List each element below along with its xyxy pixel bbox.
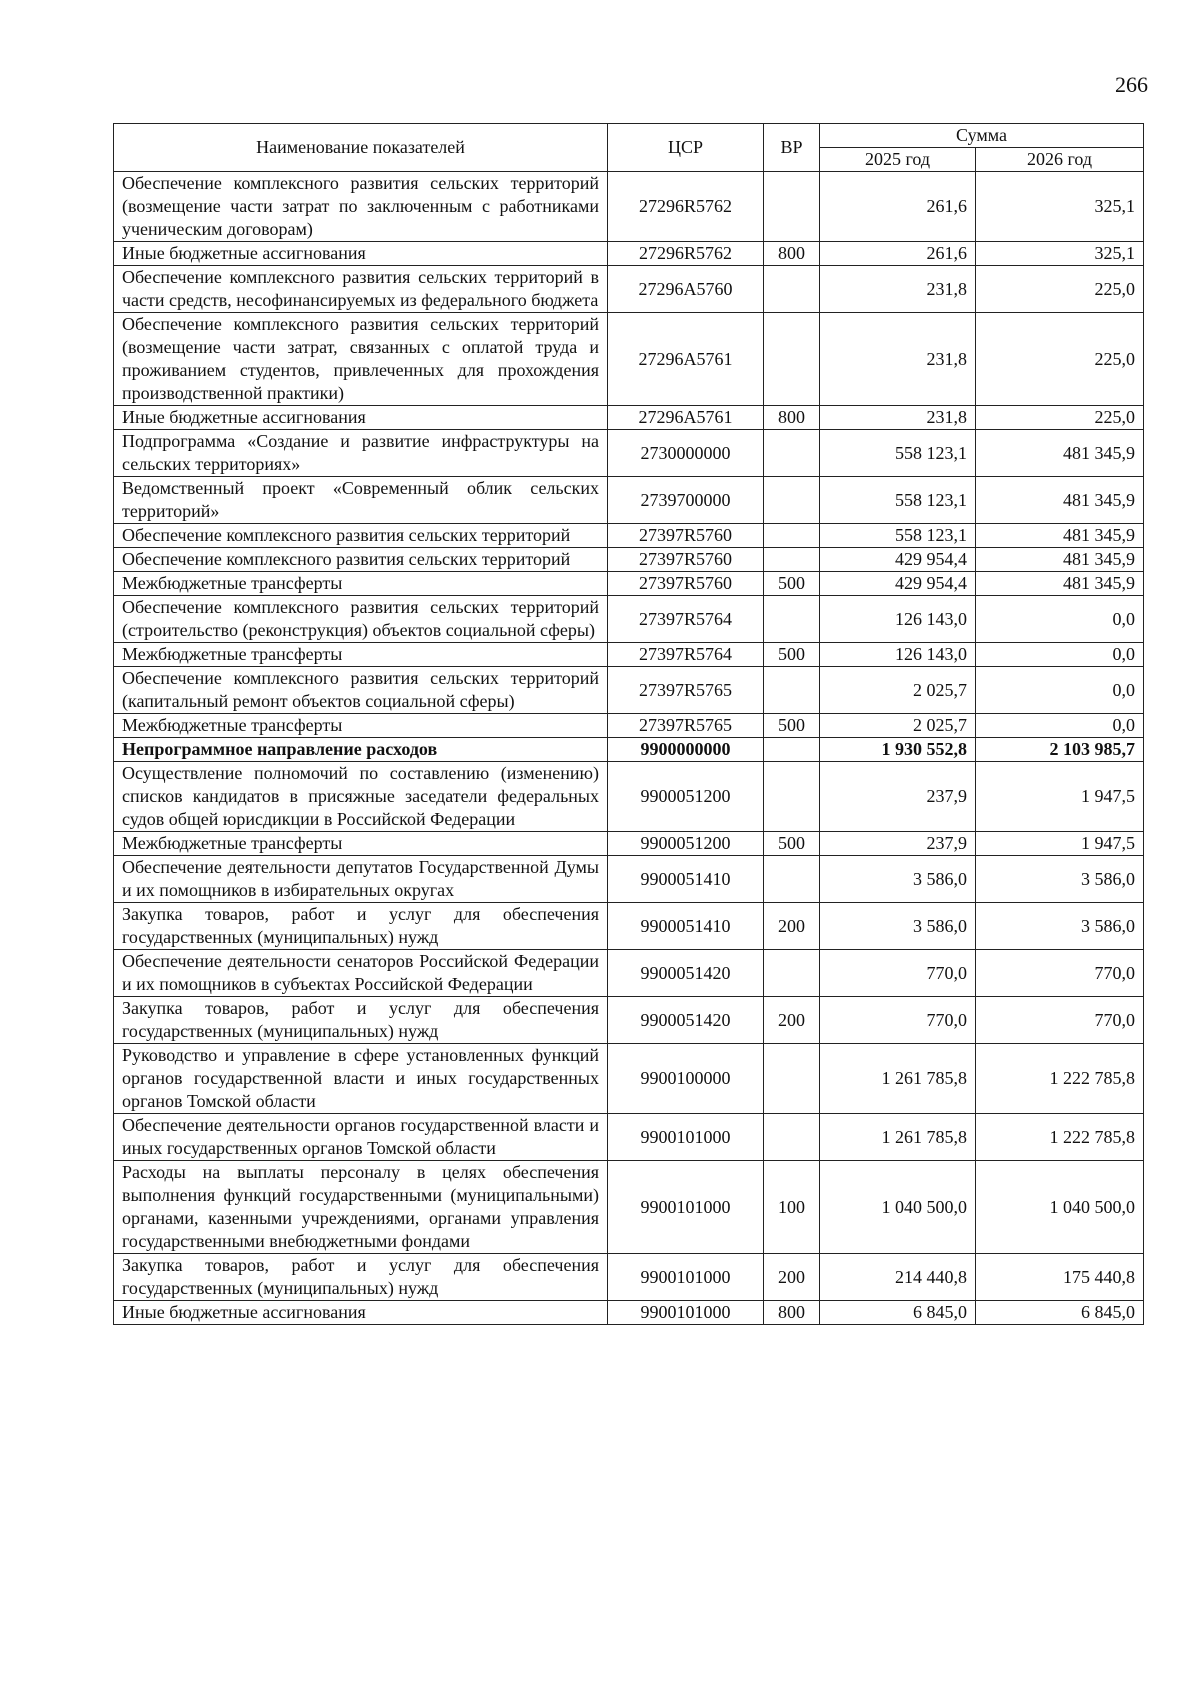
page-number: 266 bbox=[1115, 72, 1148, 97]
cell-y2025: 1 930 552,8 bbox=[820, 738, 976, 762]
table-row bbox=[114, 856, 1144, 903]
cell-vr: 800 bbox=[764, 242, 820, 266]
cell-y2026: 481 345,9 bbox=[976, 548, 1144, 572]
cell-vr bbox=[764, 548, 820, 572]
cell-y2025: 231,8 bbox=[820, 266, 976, 313]
cell-y2025: 2 025,7 bbox=[820, 667, 976, 714]
cell-csr: 27296R5762 bbox=[608, 242, 764, 266]
header-name: Наименование показателей bbox=[114, 124, 608, 172]
cell-vr bbox=[764, 856, 820, 903]
table-row bbox=[114, 477, 1144, 524]
cell-vr bbox=[764, 172, 820, 242]
cell-name: Непрограммное направление расходов bbox=[114, 738, 608, 762]
table-row bbox=[114, 406, 1144, 430]
cell-vr bbox=[764, 430, 820, 477]
cell-y2026: 3 586,0 bbox=[976, 856, 1144, 903]
cell-csr: 9900051200 bbox=[608, 762, 764, 832]
cell-vr: 500 bbox=[764, 643, 820, 667]
cell-y2025: 214 440,8 bbox=[820, 1254, 976, 1301]
table-row bbox=[114, 950, 1144, 997]
cell-name: Обеспечение деятельности органов государственной власти и иных государственных органов Томской области bbox=[114, 1114, 608, 1161]
cell-y2025: 126 143,0 bbox=[820, 643, 976, 667]
cell-name: Закупка товаров, работ и услуг для обеспечения государственных (муниципальных) нужд bbox=[114, 997, 608, 1044]
cell-y2026: 225,0 bbox=[976, 313, 1144, 406]
cell-csr: 9900051410 bbox=[608, 903, 764, 950]
cell-name: Обеспечение комплексного развития сельских территорий (строительство (реконструкция) объектов социальной сферы) bbox=[114, 596, 608, 643]
cell-csr: 27397R5765 bbox=[608, 667, 764, 714]
cell-y2025: 261,6 bbox=[820, 242, 976, 266]
table-row bbox=[114, 667, 1144, 714]
cell-y2025: 558 123,1 bbox=[820, 430, 976, 477]
header-year-2026: 2026 год bbox=[976, 148, 1144, 172]
cell-y2026: 1 947,5 bbox=[976, 832, 1144, 856]
table-row bbox=[114, 524, 1144, 548]
cell-y2025: 429 954,4 bbox=[820, 572, 976, 596]
cell-name: Иные бюджетные ассигнования bbox=[114, 242, 608, 266]
cell-csr: 9900051200 bbox=[608, 832, 764, 856]
cell-y2026: 481 345,9 bbox=[976, 430, 1144, 477]
cell-y2026: 481 345,9 bbox=[976, 524, 1144, 548]
cell-y2025: 1 040 500,0 bbox=[820, 1161, 976, 1254]
cell-y2026: 6 845,0 bbox=[976, 1301, 1144, 1325]
cell-name: Руководство и управление в сфере установленных функций органов государственной власти и иных государственных органов Томской области bbox=[114, 1044, 608, 1114]
cell-y2025: 558 123,1 bbox=[820, 477, 976, 524]
table-row bbox=[114, 1161, 1144, 1254]
cell-name: Закупка товаров, работ и услуг для обеспечения государственных (муниципальных) нужд bbox=[114, 1254, 608, 1301]
table-row bbox=[114, 430, 1144, 477]
cell-y2026: 225,0 bbox=[976, 266, 1144, 313]
cell-vr bbox=[764, 313, 820, 406]
cell-vr: 800 bbox=[764, 406, 820, 430]
cell-y2026: 0,0 bbox=[976, 643, 1144, 667]
cell-y2025: 237,9 bbox=[820, 762, 976, 832]
table-row bbox=[114, 903, 1144, 950]
cell-y2025: 261,6 bbox=[820, 172, 976, 242]
table-body bbox=[114, 172, 1144, 1325]
cell-y2026: 325,1 bbox=[976, 242, 1144, 266]
cell-name: Межбюджетные трансферты bbox=[114, 832, 608, 856]
cell-csr: 2730000000 bbox=[608, 430, 764, 477]
cell-csr: 27296А5760 bbox=[608, 266, 764, 313]
cell-vr: 500 bbox=[764, 832, 820, 856]
table-row bbox=[114, 714, 1144, 738]
table-row bbox=[114, 313, 1144, 406]
table-row bbox=[114, 997, 1144, 1044]
cell-vr bbox=[764, 477, 820, 524]
cell-vr bbox=[764, 950, 820, 997]
cell-name: Межбюджетные трансферты bbox=[114, 643, 608, 667]
cell-name: Расходы на выплаты персоналу в целях обеспечения выполнения функций государственными (муниципальными) органами, казенными учреждениями, органами управления государственными внебюджетными фондами bbox=[114, 1161, 608, 1254]
cell-y2025: 2 025,7 bbox=[820, 714, 976, 738]
cell-name: Обеспечение комплексного развития сельских территорий (возмещение части затрат по заключенным с работниками ученическим договорам) bbox=[114, 172, 608, 242]
cell-csr: 27397R5765 bbox=[608, 714, 764, 738]
table-row bbox=[114, 172, 1144, 242]
cell-vr bbox=[764, 1114, 820, 1161]
table-row bbox=[114, 548, 1144, 572]
cell-y2026: 225,0 bbox=[976, 406, 1144, 430]
cell-csr: 27397R5760 bbox=[608, 524, 764, 548]
cell-y2026: 770,0 bbox=[976, 997, 1144, 1044]
cell-name: Закупка товаров, работ и услуг для обеспечения государственных (муниципальных) нужд bbox=[114, 903, 608, 950]
cell-vr bbox=[764, 1044, 820, 1114]
cell-y2025: 1 261 785,8 bbox=[820, 1044, 976, 1114]
table-row bbox=[114, 1114, 1144, 1161]
cell-y2025: 3 586,0 bbox=[820, 903, 976, 950]
cell-csr: 27397R5764 bbox=[608, 643, 764, 667]
cell-csr: 9900101000 bbox=[608, 1301, 764, 1325]
cell-y2025: 770,0 bbox=[820, 950, 976, 997]
cell-csr: 9900051420 bbox=[608, 950, 764, 997]
budget-table bbox=[113, 123, 1144, 1325]
cell-vr: 500 bbox=[764, 572, 820, 596]
cell-y2026: 0,0 bbox=[976, 667, 1144, 714]
cell-y2025: 231,8 bbox=[820, 313, 976, 406]
cell-y2026: 481 345,9 bbox=[976, 477, 1144, 524]
table-row bbox=[114, 1301, 1144, 1325]
cell-csr: 9900051410 bbox=[608, 856, 764, 903]
cell-y2026: 481 345,9 bbox=[976, 572, 1144, 596]
header-year-2025: 2025 год bbox=[820, 148, 976, 172]
cell-y2026: 3 586,0 bbox=[976, 903, 1144, 950]
cell-vr bbox=[764, 762, 820, 832]
cell-vr: 800 bbox=[764, 1301, 820, 1325]
cell-csr: 9900101000 bbox=[608, 1114, 764, 1161]
cell-y2025: 429 954,4 bbox=[820, 548, 976, 572]
cell-y2026: 1 947,5 bbox=[976, 762, 1144, 832]
cell-y2025: 6 845,0 bbox=[820, 1301, 976, 1325]
table-row bbox=[114, 242, 1144, 266]
cell-csr: 2739700000 bbox=[608, 477, 764, 524]
cell-y2026: 770,0 bbox=[976, 950, 1144, 997]
cell-y2025: 770,0 bbox=[820, 997, 976, 1044]
table-row bbox=[114, 1254, 1144, 1301]
cell-name: Осуществление полномочий по составлению (изменению) списков кандидатов в присяжные заседатели федеральных судов общей юрисдикции в Российской Федерации bbox=[114, 762, 608, 832]
cell-y2026: 0,0 bbox=[976, 596, 1144, 643]
cell-y2026: 325,1 bbox=[976, 172, 1144, 242]
cell-name: Подпрограмма «Создание и развитие инфраструктуры на сельских территориях» bbox=[114, 430, 608, 477]
header-sum: Сумма bbox=[820, 124, 1144, 148]
cell-vr: 200 bbox=[764, 903, 820, 950]
table-row bbox=[114, 572, 1144, 596]
table-header-row bbox=[114, 124, 1144, 148]
cell-name: Обеспечение комплексного развития сельских территорий (возмещение части затрат, связанных с оплатой труда и проживанием студентов, привлеченных для прохождения производственной практики) bbox=[114, 313, 608, 406]
cell-vr: 200 bbox=[764, 997, 820, 1044]
table-row bbox=[114, 762, 1144, 832]
header-vr: ВР bbox=[764, 124, 820, 172]
cell-y2025: 231,8 bbox=[820, 406, 976, 430]
cell-name: Иные бюджетные ассигнования bbox=[114, 406, 608, 430]
cell-y2025: 1 261 785,8 bbox=[820, 1114, 976, 1161]
cell-y2026: 2 103 985,7 bbox=[976, 738, 1144, 762]
table-row bbox=[114, 643, 1144, 667]
cell-y2026: 1 222 785,8 bbox=[976, 1114, 1144, 1161]
cell-name: Ведомственный проект «Современный облик сельских территорий» bbox=[114, 477, 608, 524]
cell-vr: 100 bbox=[764, 1161, 820, 1254]
cell-name: Межбюджетные трансферты bbox=[114, 714, 608, 738]
cell-name: Обеспечение деятельности сенаторов Российской Федерации и их помощников в субъектах Российской Федерации bbox=[114, 950, 608, 997]
cell-csr: 9900100000 bbox=[608, 1044, 764, 1114]
cell-y2026: 0,0 bbox=[976, 714, 1144, 738]
cell-name: Обеспечение комплексного развития сельских территорий (капитальный ремонт объектов социальной сферы) bbox=[114, 667, 608, 714]
cell-name: Межбюджетные трансферты bbox=[114, 572, 608, 596]
cell-csr: 27397R5760 bbox=[608, 572, 764, 596]
cell-vr bbox=[764, 596, 820, 643]
cell-csr: 9900101000 bbox=[608, 1161, 764, 1254]
table-row bbox=[114, 1044, 1144, 1114]
cell-vr bbox=[764, 266, 820, 313]
table-row bbox=[114, 596, 1144, 643]
cell-csr: 9900000000 bbox=[608, 738, 764, 762]
cell-name: Обеспечение комплексного развития сельских территорий bbox=[114, 548, 608, 572]
cell-y2026: 1 222 785,8 bbox=[976, 1044, 1144, 1114]
table-row bbox=[114, 832, 1144, 856]
cell-vr bbox=[764, 667, 820, 714]
table-row bbox=[114, 738, 1144, 762]
cell-csr: 9900051420 bbox=[608, 997, 764, 1044]
cell-y2025: 558 123,1 bbox=[820, 524, 976, 548]
cell-csr: 27296R5762 bbox=[608, 172, 764, 242]
cell-name: Обеспечение деятельности депутатов Государственной Думы и их помощников в избирательных округах bbox=[114, 856, 608, 903]
cell-y2026: 175 440,8 bbox=[976, 1254, 1144, 1301]
cell-y2026: 1 040 500,0 bbox=[976, 1161, 1144, 1254]
cell-name: Обеспечение комплексного развития сельских территорий bbox=[114, 524, 608, 548]
cell-y2025: 237,9 bbox=[820, 832, 976, 856]
table-row bbox=[114, 266, 1144, 313]
cell-vr bbox=[764, 738, 820, 762]
cell-vr: 200 bbox=[764, 1254, 820, 1301]
cell-csr: 27296А5761 bbox=[608, 406, 764, 430]
cell-vr: 500 bbox=[764, 714, 820, 738]
cell-vr bbox=[764, 524, 820, 548]
cell-name: Иные бюджетные ассигнования bbox=[114, 1301, 608, 1325]
cell-y2025: 3 586,0 bbox=[820, 856, 976, 903]
cell-name: Обеспечение комплексного развития сельских территорий в части средств, несофинансируемых из федерального бюджета bbox=[114, 266, 608, 313]
cell-csr: 27296А5761 bbox=[608, 313, 764, 406]
cell-csr: 27397R5760 bbox=[608, 548, 764, 572]
cell-y2025: 126 143,0 bbox=[820, 596, 976, 643]
cell-csr: 9900101000 bbox=[608, 1254, 764, 1301]
cell-csr: 27397R5764 bbox=[608, 596, 764, 643]
header-csr: ЦСР bbox=[608, 124, 764, 172]
